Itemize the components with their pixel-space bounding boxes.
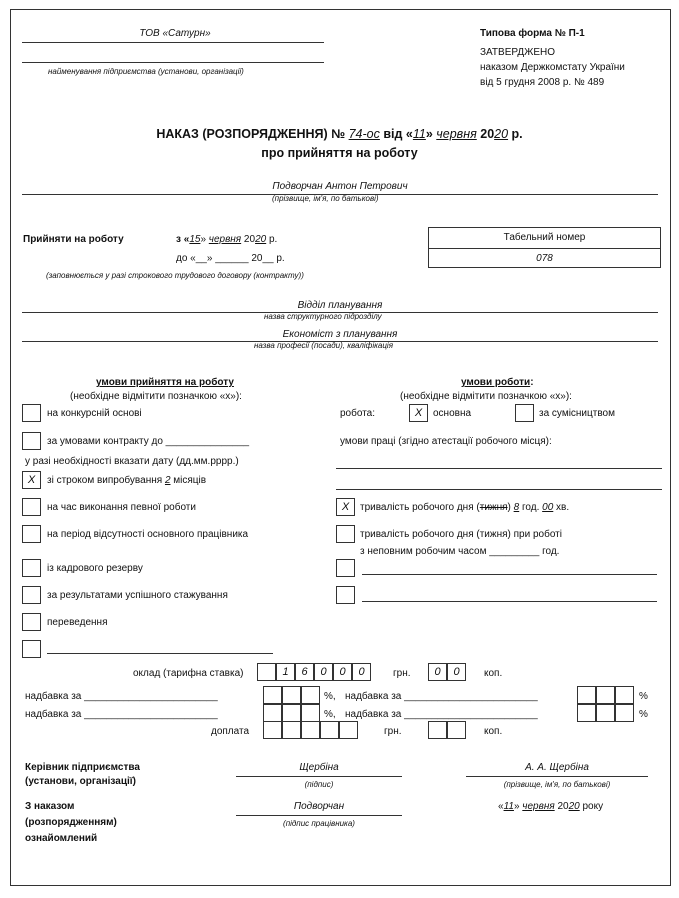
position-caption: назва професії (посади), кваліфікація bbox=[254, 341, 393, 350]
form-number: Типова форма № П-1 bbox=[480, 28, 585, 39]
ack-label-1: З наказом bbox=[25, 801, 75, 812]
salary-digit: 1 bbox=[276, 663, 295, 681]
full-time-checkbox[interactable]: X bbox=[336, 498, 355, 516]
bonus-3-cell bbox=[596, 686, 615, 704]
employee-caption: (прізвище, ім'я, по батькові) bbox=[272, 194, 379, 203]
bonus-1-cell bbox=[301, 686, 320, 704]
transfer-checkbox[interactable] bbox=[22, 613, 41, 631]
employee-name: Подворчан Антон Петрович bbox=[272, 181, 408, 192]
uah-label: грн. bbox=[393, 668, 411, 679]
absence-label: на період відсутності основного працівника bbox=[47, 529, 249, 540]
internship-label: за результатами успішного стажування bbox=[47, 590, 228, 601]
approved-date: від 5 грудня 2008 р. № 489 bbox=[480, 77, 605, 88]
bonus-3-cell bbox=[615, 686, 634, 704]
head-signature: Щербіна bbox=[299, 762, 339, 773]
hire-conditions-hint: (необхідне відмітити позначкою «x»): bbox=[70, 391, 242, 402]
internship-checkbox[interactable] bbox=[22, 586, 41, 604]
order-title: НАКАЗ (РОЗПОРЯДЖЕННЯ) № 74-ос від «11» червня 2020 р. bbox=[156, 127, 523, 141]
department-caption: назва структурного підрозділу bbox=[264, 312, 382, 321]
contract-note: у разі необхідності вказати дату (дд.мм.рррр.) bbox=[25, 456, 239, 467]
bonus-4-percent: % bbox=[639, 709, 648, 720]
extra-condition-1-checkbox[interactable] bbox=[336, 559, 355, 577]
salary-digit: 0 bbox=[352, 663, 371, 681]
extra-pay-cell bbox=[282, 721, 301, 739]
contract-label: за умовами контракту до _______________ bbox=[47, 436, 250, 447]
org-line-1 bbox=[22, 42, 324, 43]
extra-condition-2-checkbox[interactable] bbox=[336, 586, 355, 604]
part-time-label-2: з неповним робочим часом _________ год. bbox=[360, 546, 560, 557]
head-name-caption: (прізвище, ім'я, по батькові) bbox=[503, 780, 611, 789]
work-conditions-title: умови роботи: bbox=[461, 377, 534, 388]
org-caption: найменування підприємства (установи, організації) bbox=[48, 67, 244, 76]
other-checkbox[interactable] bbox=[22, 640, 41, 658]
kop-digit: 0 bbox=[428, 663, 447, 681]
order-subtitle: про прийняття на роботу bbox=[261, 146, 418, 160]
extra-kop-label: коп. bbox=[484, 726, 503, 737]
employee-signature: Подворчан bbox=[293, 801, 345, 812]
work-conditions-hint: (необхідне відмітити позначкою «x»): bbox=[400, 391, 572, 402]
bonus-4-cell bbox=[615, 704, 634, 722]
salary-digit: 0 bbox=[333, 663, 352, 681]
bonus-3-cell bbox=[577, 686, 596, 704]
extra-pay-cell bbox=[263, 721, 282, 739]
work-type-label: робота: bbox=[340, 408, 375, 419]
position-name: Економіст з планування bbox=[282, 329, 398, 340]
bonus-3-label: надбавка за ________________________ bbox=[345, 691, 538, 702]
bonus-1-cell bbox=[282, 686, 301, 704]
head-signature-caption: (підпис) bbox=[304, 780, 334, 789]
probation-checkbox[interactable]: X bbox=[22, 471, 41, 489]
extra-kop-cell bbox=[447, 721, 466, 739]
kop-label: коп. bbox=[484, 668, 503, 679]
salary-digit-empty bbox=[257, 663, 276, 681]
task-label: на час виконання певної роботи bbox=[47, 502, 196, 513]
bonus-2-cell bbox=[301, 704, 320, 722]
salary-digit: 0 bbox=[314, 663, 333, 681]
main-job-label: основна bbox=[433, 408, 472, 419]
work-conditions-line-2 bbox=[336, 489, 662, 490]
hire-from-date: з «15» червня 2020 р. bbox=[176, 234, 278, 245]
competitive-label: на конкурсній основі bbox=[47, 408, 142, 419]
department-name: Відділ планування bbox=[297, 300, 383, 311]
combo-job-label: за сумісництвом bbox=[539, 408, 615, 419]
task-checkbox[interactable] bbox=[22, 498, 41, 516]
probation-label: зі строком випробування 2 місяців bbox=[47, 475, 207, 486]
contract-checkbox[interactable] bbox=[22, 432, 41, 450]
work-conditions-label: умови праці (згідно атестації робочого місця): bbox=[340, 436, 552, 447]
org-line-2 bbox=[22, 62, 324, 63]
combo-job-checkbox[interactable] bbox=[515, 404, 534, 422]
head-signature-line bbox=[236, 776, 402, 777]
tab-number-box bbox=[428, 227, 661, 268]
bonus-1-percent: %, bbox=[324, 691, 336, 702]
bonus-4-cell bbox=[596, 704, 615, 722]
tab-number-label: Табельний номер bbox=[429, 228, 660, 249]
other-line bbox=[47, 653, 273, 654]
bonus-1-cell bbox=[263, 686, 282, 704]
head-name: А. А. Щербіна bbox=[525, 762, 589, 773]
bonus-3-percent: % bbox=[639, 691, 648, 702]
reserve-label: із кадрового резерву bbox=[47, 563, 143, 574]
full-time-label: тривалість робочого дня (тижня) 8 год. 00 хв. bbox=[360, 502, 570, 513]
ack-label-2: (розпорядженням) bbox=[25, 817, 117, 828]
absence-checkbox[interactable] bbox=[22, 525, 41, 543]
extra-pay-cell bbox=[339, 721, 358, 739]
head-label-2: (установи, організації) bbox=[25, 776, 136, 787]
bonus-2-cell bbox=[263, 704, 282, 722]
kop-digit: 0 bbox=[447, 663, 466, 681]
ack-date: «11» червня 2020 року bbox=[498, 801, 604, 812]
ack-label-3: ознайомлений bbox=[25, 833, 98, 844]
tab-number-value: 078 bbox=[536, 253, 553, 264]
employee-signature-line bbox=[236, 815, 402, 816]
salary-label: оклад (тарифна ставка) bbox=[133, 668, 244, 679]
bonus-4-label: надбавка за ________________________ bbox=[345, 709, 538, 720]
salary-digit: 6 bbox=[295, 663, 314, 681]
work-conditions-line-1 bbox=[336, 468, 662, 469]
extra-uah-label: грн. bbox=[384, 726, 402, 737]
competitive-checkbox[interactable] bbox=[22, 404, 41, 422]
hire-label: Прийняти на роботу bbox=[23, 234, 124, 245]
org-name: ТОВ «Сатурн» bbox=[139, 28, 211, 39]
bonus-2-label: надбавка за ________________________ bbox=[25, 709, 218, 720]
approved-label: ЗАТВЕРДЖЕНО bbox=[480, 47, 556, 58]
bonus-2-percent: %, bbox=[324, 709, 336, 720]
extra-pay-label: доплата bbox=[211, 726, 250, 737]
employee-signature-caption: (підпис працівника) bbox=[283, 819, 355, 828]
hire-to-caption: (заповнюється у разі строкового трудового договору (контракту)) bbox=[46, 271, 304, 280]
bonus-4-cell bbox=[577, 704, 596, 722]
bonus-1-label: надбавка за ________________________ bbox=[25, 691, 218, 702]
transfer-label: переведення bbox=[47, 617, 108, 628]
head-label-1: Керівник підприємства bbox=[25, 762, 140, 773]
reserve-checkbox[interactable] bbox=[22, 559, 41, 577]
extra-pay-cell bbox=[320, 721, 339, 739]
extra-condition-1-line bbox=[362, 574, 657, 575]
hire-conditions-title: умови прийняття на роботу bbox=[96, 377, 234, 388]
part-time-label-1: тривалість робочого дня (тижня) при роботі bbox=[360, 529, 562, 540]
bonus-2-cell bbox=[282, 704, 301, 722]
extra-kop-cell bbox=[428, 721, 447, 739]
main-job-checkbox[interactable]: X bbox=[409, 404, 428, 422]
head-name-line bbox=[466, 776, 648, 777]
extra-pay-cell bbox=[301, 721, 320, 739]
approved-by: наказом Держкомстату України bbox=[480, 62, 625, 73]
hire-to-date: до «__» ______ 20__ р. bbox=[176, 253, 285, 264]
extra-condition-2-line bbox=[362, 601, 657, 602]
part-time-checkbox[interactable] bbox=[336, 525, 355, 543]
